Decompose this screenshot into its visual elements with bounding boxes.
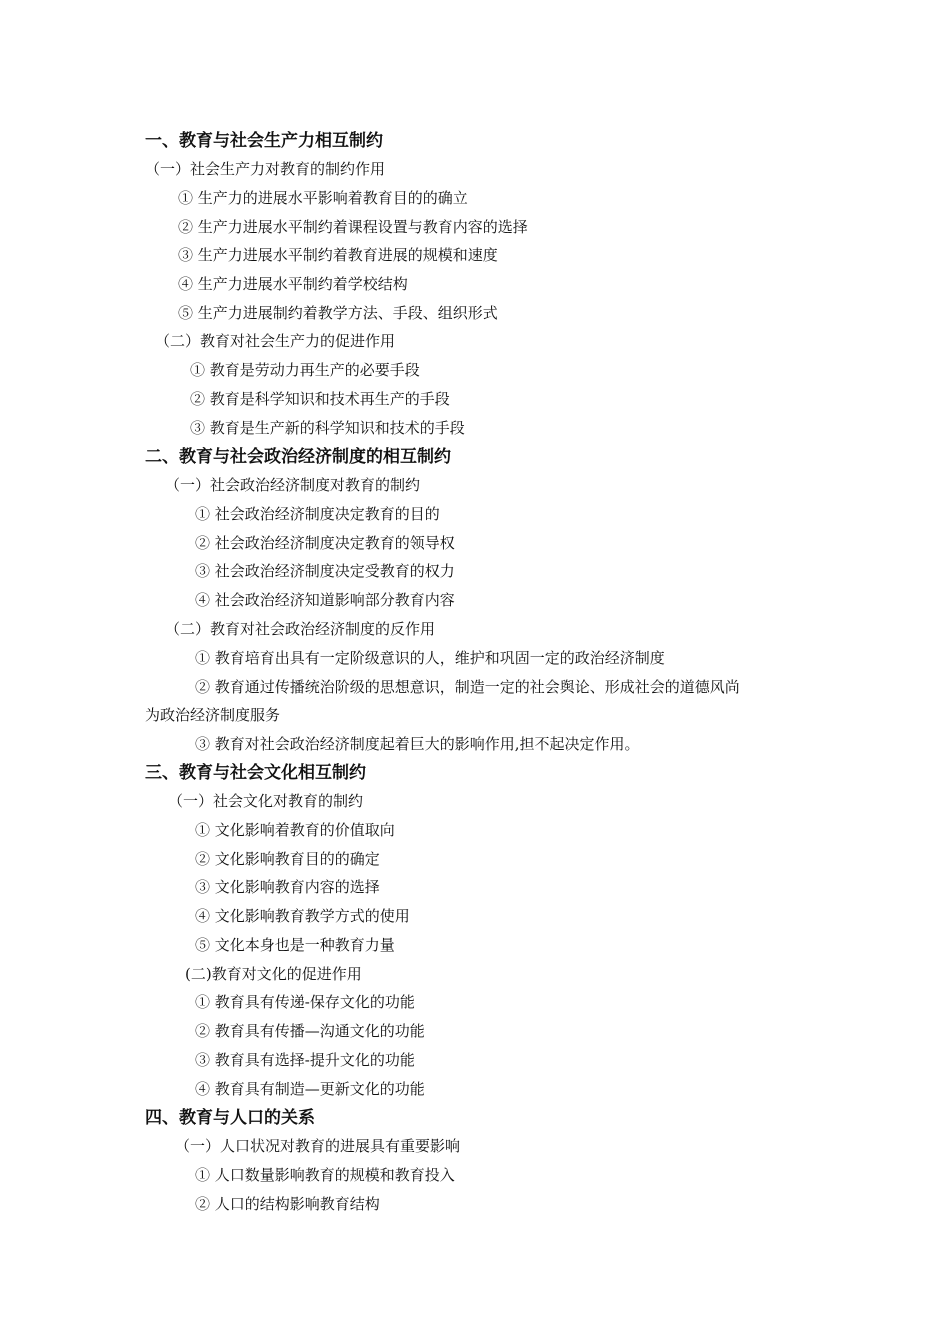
list-item: ② 教育通过传播统治阶级的思想意识，制造一定的社会舆论、形成社会的道德风尚 bbox=[195, 678, 740, 696]
section-heading: 一、教育与社会生产力相互制约 bbox=[145, 131, 383, 151]
list-item: ① 教育具有传递-保存文化的功能 bbox=[195, 993, 415, 1011]
list-item: ④ 教育具有制造—更新文化的功能 bbox=[195, 1080, 425, 1098]
list-item: ① 文化影响着教育的价值取向 bbox=[195, 821, 395, 839]
subsection-title: （一）社会文化对教育的制约 bbox=[168, 792, 364, 810]
subsection-title: （二）教育对社会生产力的促进作用 bbox=[155, 332, 396, 350]
subsection-title: （一）社会生产力对教育的制约作用 bbox=[145, 160, 386, 178]
list-item: ① 教育是劳动力再生产的必要手段 bbox=[190, 361, 420, 379]
list-item: ⑤ 文化本身也是一种教育力量 bbox=[195, 936, 395, 954]
section-heading: 三、教育与社会文化相互制约 bbox=[145, 763, 366, 783]
list-item: ① 人口数量影响教育的规模和教育投入 bbox=[195, 1166, 455, 1184]
list-item: ④ 社会政治经济知道影响部分教育内容 bbox=[195, 591, 455, 609]
list-item: ③ 教育具有选择-提升文化的功能 bbox=[195, 1051, 415, 1069]
section-heading: 二、教育与社会政治经济制度的相互制约 bbox=[145, 447, 451, 467]
list-item: ② 社会政治经济制度决定教育的领导权 bbox=[195, 534, 455, 552]
subsection-title: （二）教育对社会政治经济制度的反作用 bbox=[165, 620, 436, 638]
list-item: ② 教育是科学知识和技术再生产的手段 bbox=[190, 390, 450, 408]
list-item: ④ 生产力进展水平制约着学校结构 bbox=[178, 275, 408, 293]
list-item: ① 生产力的进展水平影响着教育目的的确立 bbox=[178, 189, 468, 207]
list-item: ② 文化影响教育目的的确定 bbox=[195, 850, 380, 868]
list-item: ① 社会政治经济制度决定教育的目的 bbox=[195, 505, 440, 523]
list-item: ② 教育具有传播—沟通文化的功能 bbox=[195, 1022, 425, 1040]
subsection-title: (二)教育对文化的促进作用 bbox=[185, 965, 362, 983]
list-item: ③ 社会政治经济制度决定受教育的权力 bbox=[195, 562, 455, 580]
list-item: ② 人口的结构影响教育结构 bbox=[195, 1195, 380, 1213]
list-item: ① 教育培育出具有一定阶级意识的人，维护和巩固一定的政治经济制度 bbox=[195, 649, 665, 667]
subsection-title: （一）社会政治经济制度对教育的制约 bbox=[165, 476, 421, 494]
list-item: ③ 教育对社会政治经济制度起着巨大的影响作用,担不起决定作用。 bbox=[195, 735, 640, 753]
list-item: ③ 教育是生产新的科学知识和技术的手段 bbox=[190, 419, 465, 437]
list-item: ③ 文化影响教育内容的选择 bbox=[195, 878, 380, 896]
section-heading: 四、教育与人口的关系 bbox=[145, 1108, 315, 1128]
list-item: ② 生产力进展水平制约着课程设置与教育内容的选择 bbox=[178, 218, 528, 236]
list-item: ③ 生产力进展水平制约着教育进展的规模和速度 bbox=[178, 246, 498, 264]
list-item: ④ 文化影响教育教学方式的使用 bbox=[195, 907, 410, 925]
list-item: ⑤ 生产力进展制约着教学方法、手段、组织形式 bbox=[178, 304, 498, 322]
list-item-continuation: 为政治经济制度服务 bbox=[145, 706, 281, 724]
subsection-title: （一）人口状况对教育的进展具有重要影响 bbox=[175, 1137, 461, 1155]
